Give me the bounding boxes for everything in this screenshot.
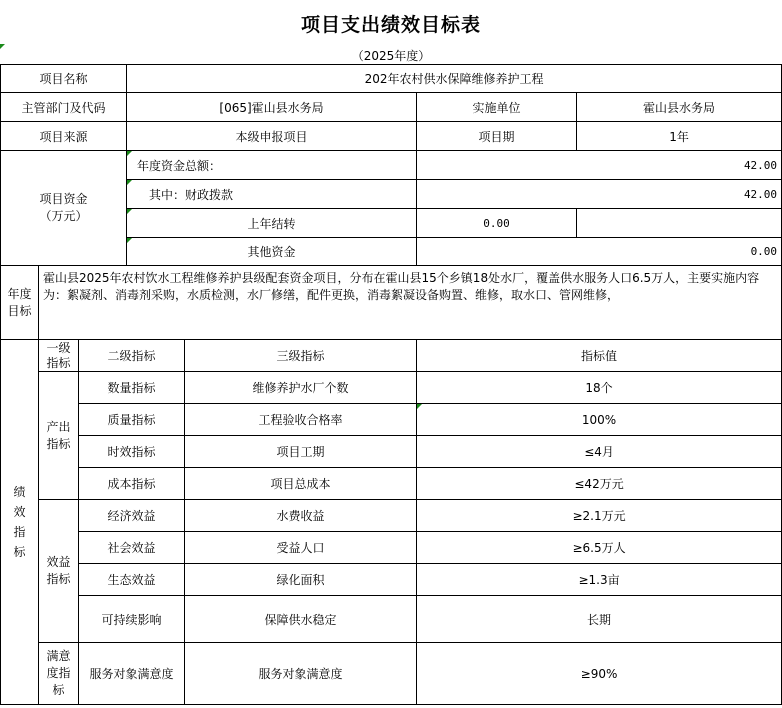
- indicators-section-label: 绩 效 指 标: [1, 340, 39, 705]
- funds-fiscal-label: 其中：财政拨款: [127, 180, 417, 209]
- indicator-value: ≥6.5万人: [417, 532, 782, 564]
- indicator-value: 18个: [417, 372, 782, 404]
- impl-label: 实施单位: [417, 93, 577, 122]
- source-label: 项目来源: [1, 122, 127, 151]
- funds-carryover-extra: [577, 209, 782, 238]
- indicator-level3: 服务对象满意度: [185, 643, 417, 705]
- funds-total-label: 年度资金总额：: [127, 151, 417, 180]
- indicator-level3: 受益人口: [185, 532, 417, 564]
- indicator-value: 100%: [417, 404, 782, 436]
- header-level1: 一级 指标: [39, 340, 79, 372]
- fiscal-year: （2025年度）: [351, 48, 431, 63]
- dept-value: [065]霍山县水务局: [127, 93, 417, 122]
- indicator-level3: 项目总成本: [185, 468, 417, 500]
- indicator-level2: 数量指标: [79, 372, 185, 404]
- satisfaction-label: 满意 度指 标: [39, 643, 79, 705]
- indicator-level2: 成本指标: [79, 468, 185, 500]
- page-title: 项目支出绩效目标表: [300, 13, 481, 36]
- indicator-level3: 项目工期: [185, 436, 417, 468]
- indicator-value: 长期: [417, 596, 782, 643]
- indicator-level2: 服务对象满意度: [79, 643, 185, 705]
- project-name-value: 202年农村供水保障维修养护工程: [127, 65, 782, 93]
- header-level3: 三级指标: [185, 340, 417, 372]
- funds-fiscal-value: 42.00: [417, 180, 782, 209]
- indicator-level3: 工程验收合格率: [185, 404, 417, 436]
- indicator-level2: 社会效益: [79, 532, 185, 564]
- header-level2: 二级指标: [79, 340, 185, 372]
- impl-value: 霍山县水务局: [577, 93, 782, 122]
- project-name-label: 项目名称: [1, 65, 127, 93]
- dept-label: 主管部门及代码: [1, 93, 127, 122]
- indicator-level3: 维修养护水厂个数: [185, 372, 417, 404]
- indicator-level3: 保障供水稳定: [185, 596, 417, 643]
- goal-text: 霍山县2025年农村饮水工程维修养护县级配套资金项目，分布在霍山县15个乡镇18处水厂，覆盖供水服务人口6.5万人，主要实施内容为：絮凝剂、消毒剂采购，水质检测，水厂修缮，配件更换，消毒絮凝设备购置、维修，取水口、管网维修，: [39, 266, 782, 340]
- funds-total-value: 42.00: [417, 151, 782, 180]
- goal-label: 年度 目标: [1, 266, 39, 340]
- indicator-level3: 绿化面积: [185, 564, 417, 596]
- indicator-value: ≥2.1万元: [417, 500, 782, 532]
- source-value: 本级申报项目: [127, 122, 417, 151]
- indicator-value: ≥90%: [417, 643, 782, 705]
- funds-carryover-value: 0.00: [417, 209, 577, 238]
- header-value: 指标值: [417, 340, 782, 372]
- output-label: 产出 指标: [39, 372, 79, 500]
- indicator-value: ≤42万元: [417, 468, 782, 500]
- indicator-value: ≤4月: [417, 436, 782, 468]
- funds-label: 项目资金 （万元）: [1, 151, 127, 266]
- funds-other-value: 0.00: [417, 238, 782, 266]
- indicator-level3: 水费收益: [185, 500, 417, 532]
- period-label: 项目期: [417, 122, 577, 151]
- indicator-level2: 经济效益: [79, 500, 185, 532]
- indicator-level2: 质量指标: [79, 404, 185, 436]
- indicator-level2: 生态效益: [79, 564, 185, 596]
- indicator-level2: 可持续影响: [79, 596, 185, 643]
- funds-other-label: 其他资金: [127, 238, 417, 266]
- indicator-value: ≥1.3亩: [417, 564, 782, 596]
- funds-carryover-label: 上年结转: [127, 209, 417, 238]
- performance-table: [0, 64, 782, 705]
- indicator-level2: 时效指标: [79, 436, 185, 468]
- period-value: 1年: [577, 122, 782, 151]
- benefit-label: 效益 指标: [39, 500, 79, 643]
